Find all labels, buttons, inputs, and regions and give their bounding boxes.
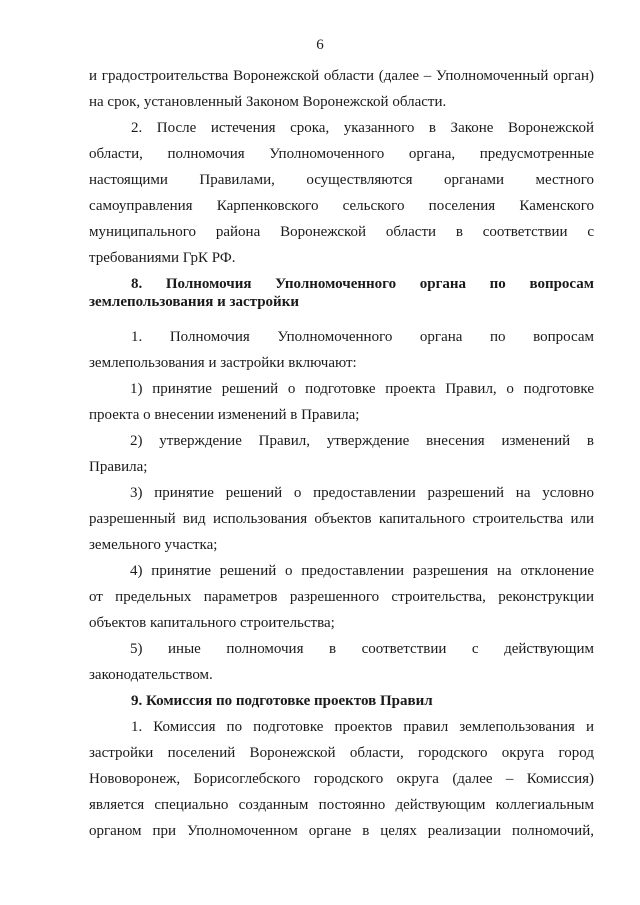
text-line: требованиями ГрК РФ. — [89, 250, 236, 266]
text-line: 2. После истечения срока, указанного в Законе Воронежской — [131, 120, 594, 136]
text-line: на срок, установленный Законом Воронежской области. — [89, 94, 447, 110]
text-line: Нововоронеж, Борисоглебского городского округа (далее – Комиссия) — [89, 771, 594, 787]
list-item: 3) принятие решений о предоставлении разрешений на условно — [130, 485, 594, 501]
text-line: самоуправления Карпенковского сельского поселения Каменского — [89, 198, 594, 214]
text-line: органом при Уполномоченном органе в целях реализации полномочий, — [89, 823, 594, 839]
section-heading: 8. Полномочия Уполномоченного органа по вопросам — [131, 276, 594, 292]
list-item: 2) утверждение Правил, утверждение внесения изменений в — [130, 433, 594, 449]
list-item: 1) принятие решений о подготовке проекта Правил, о подготовке — [130, 381, 594, 397]
text-line: муниципального района Воронежской области в соответствии с — [89, 224, 594, 240]
text-line: земельного участка; — [89, 537, 218, 553]
text-line: области, полномочия Уполномоченного органа, предусмотренные — [89, 146, 594, 162]
text-line: 1. Комиссия по подготовке проектов правил землепользования и — [131, 719, 594, 735]
text-line: объектов капитального строительства; — [89, 615, 335, 631]
section-heading: 9. Комиссия по подготовке проектов Правил — [131, 693, 433, 709]
text-line: и градостроительства Воронежской области (далее – Уполномоченный орган) — [89, 68, 594, 84]
text-line: разрешенный вид использования объектов капитального строительства или — [89, 511, 594, 527]
text-line: проекта о внесении изменений в Правила; — [89, 407, 360, 423]
text-line: законодательством. — [89, 667, 213, 683]
text-line: от предельных параметров разрешенного строительства, реконструкции — [89, 589, 594, 605]
page-number: 6 — [316, 37, 324, 53]
text-line: землепользования и застройки включают: — [89, 355, 357, 371]
text-line: застройки поселений Воронежской области, городского округа город — [89, 745, 594, 761]
text-line: 1. Полномочия Уполномоченного органа по вопросам — [131, 329, 594, 345]
text-line: настоящими Правилами, осуществляются органами местного — [89, 172, 594, 188]
text-line: является специально созданным постоянно действующим коллегиальным — [89, 797, 594, 813]
section-heading: землепользования и застройки — [89, 294, 299, 310]
text-line: Правила; — [89, 459, 148, 475]
list-item: 4) принятие решений о предоставлении разрешения на отклонение — [130, 563, 594, 579]
list-item: 5) иные полномочия в соответствии с действующим — [130, 641, 594, 657]
